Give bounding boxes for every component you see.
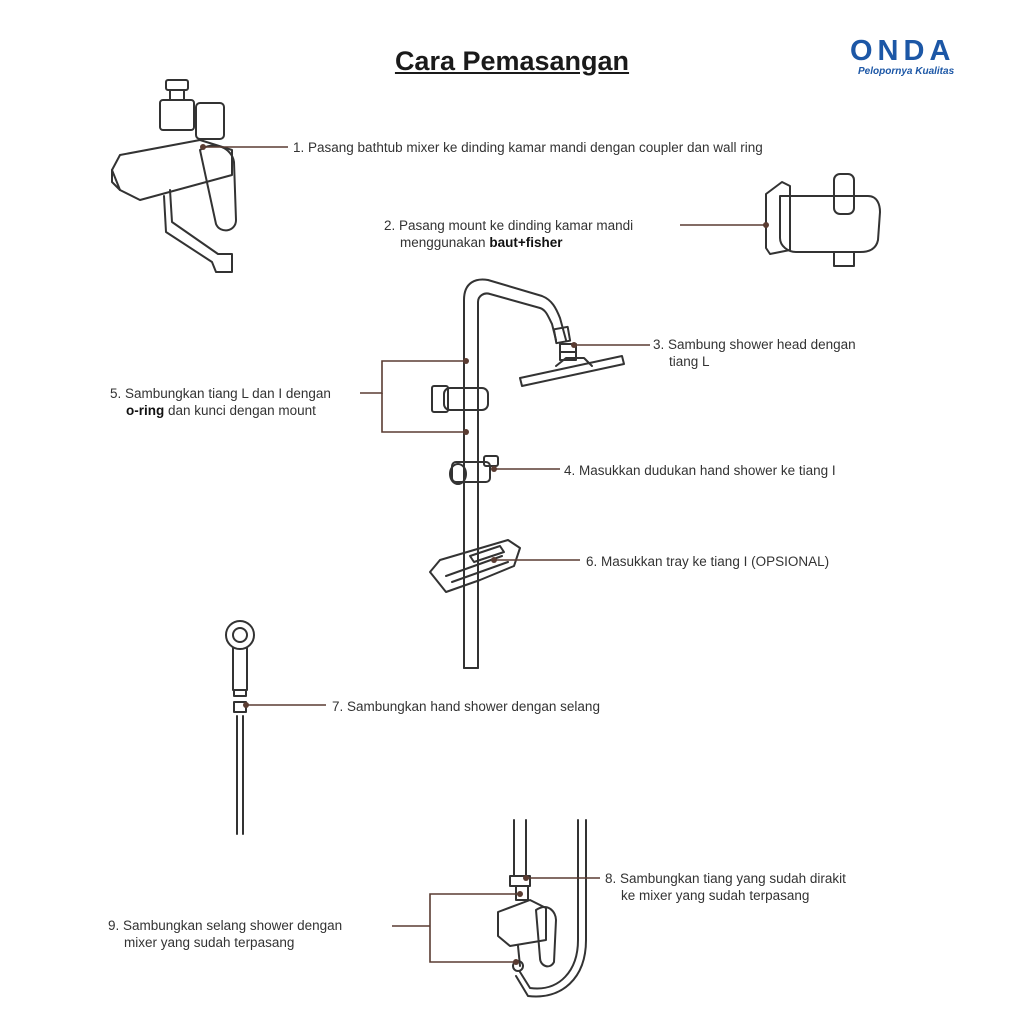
page-title: Cara Pemasangan [394,46,630,76]
step-1-label: 1. Pasang bathtub mixer ke dinding kamar mandi dengan coupler dan wall ring [293,140,763,155]
step-7-label: 7. Sambungkan hand shower dengan selang [332,699,600,714]
hand-shower-illustration [226,621,254,834]
brand-logo [850,36,1000,77]
bathtub-mixer-illustration [112,80,236,272]
brand-tagline: Pelopornya Kualitas [858,66,955,77]
step-4-label: 4. Masukkan dudukan hand shower ke tiang I [564,463,836,478]
step-8-label: 8. Sambungkan tiang yang sudah dirakit ke mixer yang sudah terpasang [605,871,846,903]
step-3-label: 3. Sambung shower head dengan tiang L [653,337,856,369]
step-9-label: 9. Sambungkan selang shower dengan mixer yang sudah terpasang [108,918,343,950]
step-2-label: 2. Pasang mount ke dinding kamar mandi menggunakan baut+fisher [384,218,634,250]
mixer-connection-illustration [498,820,586,996]
step-5-label: 5. Sambungkan tiang L dan I dengan o-ring dan kunci dengan mount [110,386,331,418]
wall-mount-illustration [766,174,880,266]
brand-name: ONDA [850,35,956,67]
step-6-label: 6. Masukkan tray ke tiang I (OPSIONAL) [586,554,830,569]
